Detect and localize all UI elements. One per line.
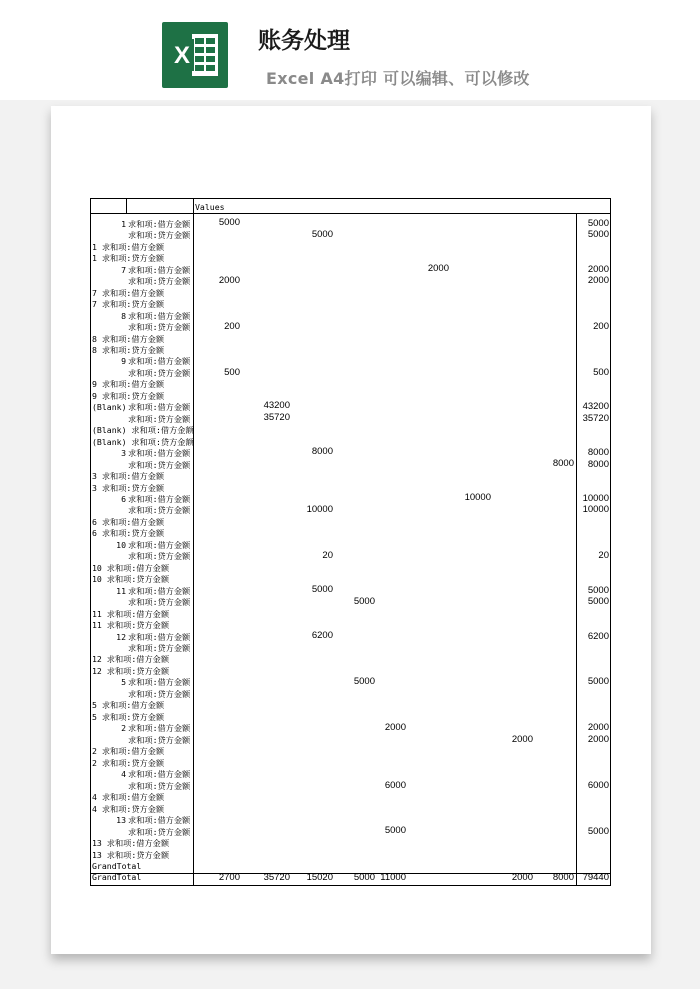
row-label: 13 求和项:借方金额 — [92, 838, 170, 848]
row-label: 求和项:借方金额 — [128, 632, 191, 642]
row-label: 求和项:借方金额 — [128, 219, 191, 229]
value-cell: 8000 — [311, 446, 333, 457]
row-label: 求和项:借方金额 — [128, 677, 191, 687]
row-label: 7 求和项:借方金额 — [92, 288, 165, 298]
row-label: 7 求和项:贷方金额 — [92, 299, 165, 309]
row-label: 求和项:借方金额 — [128, 540, 191, 550]
value-cell: 10000 — [464, 492, 491, 503]
row-label: 12 — [116, 632, 126, 642]
row-total-cell: 2000 — [587, 734, 609, 745]
row-label: 1 求和项:借方金额 — [92, 242, 165, 252]
grand-total-cell: 8000 — [552, 872, 574, 883]
row-label: 求和项:贷方金额 — [128, 551, 191, 561]
row-label: 求和项:借方金额 — [128, 356, 191, 366]
row-label: 求和项:借方金额 — [128, 448, 191, 458]
border-top — [90, 198, 611, 199]
row-label: 求和项:贷方金额 — [128, 505, 191, 515]
row-label: 求和项:贷方金额 — [128, 460, 191, 470]
row-label: 8 — [121, 311, 126, 321]
row-total-cell: 5000 — [587, 229, 609, 240]
grand-total-cell: 15020 — [306, 872, 333, 883]
row-total-cell: 20 — [598, 550, 609, 561]
value-cell: 43200 — [263, 400, 290, 411]
value-cell: 8000 — [552, 458, 574, 469]
excel-icon — [162, 22, 228, 88]
row-label: 6 — [121, 494, 126, 504]
row-label: 9 — [121, 356, 126, 366]
values-divider — [193, 198, 194, 886]
row-total-cell: 5000 — [587, 218, 609, 229]
row-label: 2 求和项:借方金额 — [92, 746, 165, 756]
page-subtitle: Excel A4打印 可以编辑、可以修改 — [266, 69, 530, 88]
row-label: 6 求和项:借方金额 — [92, 517, 165, 527]
row-label: 11 求和项:借方金额 — [92, 609, 170, 619]
row-label: 5 求和项:贷方金额 — [92, 712, 165, 722]
row-label: GrandTotal — [92, 872, 142, 882]
row-total-cell: 5000 — [587, 826, 609, 837]
value-cell: 5000 — [353, 596, 375, 607]
grand-total-cell: 79440 — [582, 872, 609, 883]
row-total-cell: 6200 — [587, 631, 609, 642]
row-label: 9 求和项:借方金额 — [92, 379, 165, 389]
row-label: 8 求和项:贷方金额 — [92, 345, 165, 355]
row-label: 求和项:借方金额 — [128, 402, 191, 412]
row-label: 10 求和项:借方金额 — [92, 563, 170, 573]
value-cell: 5000 — [353, 676, 375, 687]
value-cell: 6000 — [384, 780, 406, 791]
border-right — [610, 198, 611, 886]
row-total-cell: 35720 — [582, 413, 609, 424]
row-label: 求和项:借方金额 — [128, 265, 191, 275]
value-cell: 5000 — [311, 229, 333, 240]
row-total-cell: 200 — [593, 321, 609, 332]
row-label: 求和项:借方金额 — [128, 769, 191, 779]
row-label: 12 求和项:贷方金额 — [92, 666, 170, 676]
row-total-cell: 2000 — [587, 275, 609, 286]
values-header: Values — [195, 202, 225, 212]
row-label-divider — [126, 198, 127, 214]
value-cell: 5000 — [218, 217, 240, 228]
row-label: 7 — [121, 265, 126, 275]
grand-total-cell: 2000 — [511, 872, 533, 883]
row-label: 6 求和项:贷方金额 — [92, 528, 165, 538]
row-label: 求和项:贷方金额 — [128, 368, 191, 378]
row-label: 12 求和项:借方金额 — [92, 654, 170, 664]
row-label: 13 — [116, 815, 126, 825]
border-header — [90, 213, 611, 214]
row-label: 求和项:贷方金额 — [128, 643, 191, 653]
svg-text:X: X — [173, 42, 191, 69]
grand-total-cell: 35720 — [263, 872, 290, 883]
value-cell: 6200 — [311, 630, 333, 641]
row-total-cell: 2000 — [587, 264, 609, 275]
row-label: 求和项:贷方金额 — [128, 276, 191, 286]
row-label: 11 — [116, 586, 126, 596]
row-label: 求和项:贷方金额 — [128, 827, 191, 837]
row-label: 9 求和项:贷方金额 — [92, 391, 165, 401]
row-total-cell: 6000 — [587, 780, 609, 791]
row-label: 1 求和项:贷方金额 — [92, 253, 165, 263]
row-label: GrandTotal — [92, 861, 142, 871]
value-cell: 500 — [224, 367, 240, 378]
row-total-cell: 5000 — [587, 585, 609, 596]
row-label: 3 求和项:借方金额 — [92, 471, 165, 481]
row-label: 10 求和项:贷方金额 — [92, 574, 170, 584]
row-label: 4 — [121, 769, 126, 779]
border-left — [90, 198, 91, 886]
row-label: 求和项:借方金额 — [128, 815, 191, 825]
row-label: 求和项:贷方金额 — [128, 230, 191, 240]
value-cell: 200 — [224, 321, 240, 332]
value-cell: 5000 — [311, 584, 333, 595]
row-label: 求和项:贷方金额 — [128, 689, 191, 699]
value-cell: 10000 — [306, 504, 333, 515]
row-total-cell: 10000 — [582, 504, 609, 515]
page-title: 账务处理 — [258, 28, 350, 54]
row-label: 11 求和项:贷方金额 — [92, 620, 170, 630]
row-label: 1 — [121, 219, 126, 229]
row-label: 求和项:贷方金额 — [128, 781, 191, 791]
row-label: 3 — [121, 448, 126, 458]
value-cell: 20 — [322, 550, 333, 561]
grand-total-cell: 2700 — [218, 872, 240, 883]
row-label: 10 — [116, 540, 126, 550]
row-total-cell: 5000 — [587, 676, 609, 687]
value-cell: 35720 — [263, 412, 290, 423]
row-total-cell: 500 — [593, 367, 609, 378]
row-label: 求和项:借方金额 — [128, 586, 191, 596]
total-column-divider — [576, 214, 577, 886]
value-cell: 2000 — [384, 722, 406, 733]
grand-total-cell: 11000 — [380, 872, 406, 883]
row-total-cell: 2000 — [587, 722, 609, 733]
row-label: 4 求和项:贷方金额 — [92, 804, 165, 814]
row-label: 求和项:借方金额 — [128, 311, 191, 321]
value-cell: 2000 — [218, 275, 240, 286]
row-label: 求和项:贷方金额 — [128, 597, 191, 607]
row-label: 13 求和项:贷方金额 — [92, 850, 170, 860]
row-total-cell: 43200 — [582, 401, 609, 412]
row-total-cell: 8000 — [587, 447, 609, 458]
page-header — [0, 0, 700, 100]
row-total-cell: 8000 — [587, 459, 609, 470]
value-cell: 5000 — [384, 825, 406, 836]
row-label: 5 求和项:借方金额 — [92, 700, 165, 710]
border-bottom — [90, 885, 611, 886]
value-cell: 2000 — [511, 734, 533, 745]
row-label: 3 求和项:贷方金额 — [92, 483, 165, 493]
row-label: 5 — [121, 677, 126, 687]
row-label: (Blank) — [92, 402, 127, 412]
row-label: 4 求和项:借方金额 — [92, 792, 165, 802]
grand-total-cell: 5000 — [353, 872, 375, 883]
row-total-cell: 5000 — [587, 596, 609, 607]
row-label: 2 求和项:贷方金额 — [92, 758, 165, 768]
row-label: (Blank) 求和项:贷方金额 — [92, 437, 194, 447]
row-label: 2 — [121, 723, 126, 733]
row-total-cell: 10000 — [582, 493, 609, 504]
row-label: 求和项:借方金额 — [128, 723, 191, 733]
row-label: 求和项:贷方金额 — [128, 322, 191, 332]
row-label: (Blank) 求和项:借方金额 — [92, 425, 194, 435]
row-label: 求和项:贷方金额 — [128, 414, 191, 424]
row-label: 8 求和项:借方金额 — [92, 334, 165, 344]
row-label: 求和项:贷方金额 — [128, 735, 191, 745]
value-cell: 2000 — [427, 263, 449, 274]
row-label: 求和项:借方金额 — [128, 494, 191, 504]
